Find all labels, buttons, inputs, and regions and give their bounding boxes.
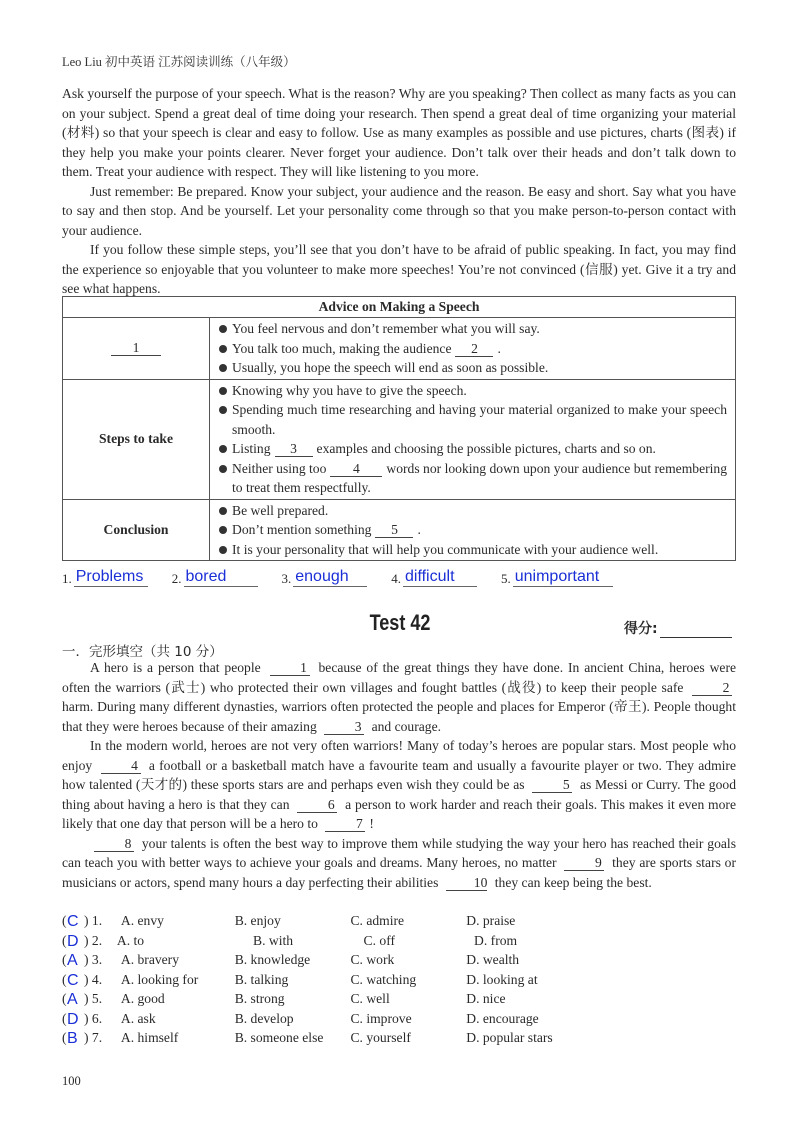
open-paren: ( bbox=[62, 991, 67, 1006]
answer-bracket bbox=[62, 970, 121, 990]
cloze-text: A hero is a person that people bbox=[90, 660, 266, 675]
open-paren: ( bbox=[62, 952, 67, 967]
question-row bbox=[62, 970, 582, 990]
score-field bbox=[624, 618, 732, 638]
item-text: Be well prepared. bbox=[232, 502, 329, 518]
question-options bbox=[62, 911, 582, 1048]
test-title: Test 42 bbox=[369, 610, 431, 635]
item-text: You feel nervous and don’t remember what you will say. bbox=[232, 321, 540, 336]
cloze-text: they are sports stars or musicians or actors, spend many hours a day perfecting their abilities bbox=[62, 855, 737, 890]
item-text: It is your personality that will help you communicate with your audience well. bbox=[232, 541, 659, 557]
item-text: examples and choosing the possible pictures, charts and so on. bbox=[316, 441, 656, 456]
cloze-text: In the modern world, heroes are not very often warriors! Many of today’s heroes are popular stars. Most people who enjoy bbox=[62, 738, 736, 773]
option-b: B. talking bbox=[234, 971, 289, 987]
answer-number: 2. bbox=[171, 571, 182, 586]
answer-bracket bbox=[62, 950, 121, 970]
answer-value: enough bbox=[293, 568, 367, 587]
blank-4: 4 bbox=[330, 462, 382, 477]
cloze-text: they can keep being the best. bbox=[491, 874, 652, 890]
item-text: Knowing why you have to give the speech. bbox=[232, 382, 467, 398]
cloze-text: and courage. bbox=[368, 718, 442, 734]
bullet-item bbox=[218, 319, 727, 339]
option-b: B. develop bbox=[234, 1010, 294, 1026]
open-paren: ( bbox=[62, 1010, 67, 1026]
score-label: 得分: bbox=[624, 621, 658, 637]
blank-3: 3 bbox=[275, 442, 313, 457]
option-d: D. popular stars bbox=[466, 1030, 553, 1045]
cloze-blank-9: 9 bbox=[564, 856, 604, 871]
question-row bbox=[62, 989, 582, 1009]
blank-2: 2 bbox=[455, 342, 493, 357]
item-text: Listing bbox=[232, 441, 271, 456]
answer-item bbox=[282, 568, 368, 587]
item-text: You talk too much, making the audience bbox=[232, 340, 452, 356]
bullet-item bbox=[218, 459, 727, 498]
cloze-blank-2: 2 bbox=[692, 681, 732, 696]
chosen-answer: C bbox=[67, 913, 79, 930]
option-b: B. someone else bbox=[234, 1030, 324, 1045]
open-paren: ( bbox=[62, 971, 67, 987]
bullet-item bbox=[218, 339, 727, 359]
answer-item bbox=[501, 568, 613, 587]
question-number: ) 7. bbox=[84, 1030, 103, 1045]
chosen-answer: C bbox=[67, 971, 79, 989]
option-a: A. looking for bbox=[120, 971, 199, 987]
bullet-item bbox=[218, 400, 727, 439]
option-a: A. to bbox=[116, 932, 145, 948]
passage-paragraph: Ask yourself the purpose of your speech. What is the reason? Why are you speaking? Then collect as many facts as you can on your subject. Spend a great deal of time doing your research. Then spend a great deal of time organizing your material (材料) so that your speech is clear and easy to follow. Use as many examples as possible and use pictures, charts (图表) if they help you make your points clearer. Never forget your audience. Don’t talk over their heads and don’t talk down to them. Treat your audience with respect. They will like listening to you more. bbox=[62, 86, 736, 179]
answer-value: unimportant bbox=[513, 568, 613, 587]
option-a: A. ask bbox=[120, 1010, 156, 1026]
option-d: D. from bbox=[474, 932, 518, 948]
option-c: C. yourself bbox=[350, 1030, 411, 1045]
cloze-text: harm. During many different dynasties, warriors often protected the people and places for Emperor (帝王). People thought that they were heroes because of their amazing bbox=[62, 699, 736, 734]
advice-table bbox=[62, 296, 736, 561]
reading-passage bbox=[62, 84, 736, 299]
option-c: C. watching bbox=[350, 971, 417, 987]
row-label: Steps to take bbox=[63, 379, 210, 499]
chosen-answer: B bbox=[67, 1030, 78, 1047]
cloze-blank-8: 8 bbox=[94, 837, 134, 852]
row-items bbox=[210, 379, 736, 499]
cloze-text: your talents is often the best way to improve them while studying the way your hero has reached their goals can teach you with better ways to achieve your goals and dreams. Many heroes, no matter bbox=[62, 835, 736, 870]
option-b: B. with bbox=[253, 932, 294, 948]
answer-bracket bbox=[62, 1009, 121, 1029]
option-a: A. good bbox=[120, 991, 165, 1006]
table-row bbox=[63, 379, 736, 499]
option-d: D. nice bbox=[466, 991, 506, 1006]
row-label bbox=[63, 318, 210, 380]
answer-value: Problems bbox=[74, 568, 148, 587]
option-c: C. work bbox=[350, 952, 395, 967]
cloze-text: as Messi or Curry. The good thing about having a hero is that they can bbox=[62, 777, 736, 812]
option-c: C. well bbox=[350, 991, 390, 1006]
page-header: Leo Liu 初中英语 江苏阅读训练（八年级） bbox=[62, 55, 296, 69]
bullet-item bbox=[218, 439, 727, 459]
option-c: C. off bbox=[363, 932, 395, 948]
question-number: ) 1. bbox=[84, 913, 103, 928]
option-c: C. admire bbox=[350, 913, 405, 928]
table-title: Advice on Making a Speech bbox=[63, 297, 736, 318]
open-paren: ( bbox=[62, 913, 67, 928]
cloze-blank-3: 3 bbox=[324, 720, 364, 735]
question-row bbox=[62, 1009, 582, 1029]
option-d: D. praise bbox=[466, 913, 516, 928]
open-paren: ( bbox=[62, 1030, 67, 1045]
answer-bracket bbox=[62, 1028, 121, 1048]
row-label: Conclusion bbox=[63, 499, 210, 561]
option-a: A. envy bbox=[120, 913, 164, 928]
chosen-answer: A bbox=[67, 952, 78, 969]
question-number: ) 5. bbox=[84, 991, 103, 1006]
cloze-blank-7: 7 bbox=[325, 817, 365, 832]
answer-bracket bbox=[62, 931, 117, 951]
answer-value: bored bbox=[184, 568, 258, 587]
chosen-answer: D bbox=[67, 1010, 79, 1028]
question-row bbox=[62, 931, 582, 951]
answer-number: 1. bbox=[62, 571, 72, 586]
question-number: ) 4. bbox=[84, 971, 103, 987]
section-title: 一．完形填空（共 10 分） bbox=[62, 644, 223, 660]
passage-paragraph: If you follow these simple steps, you’ll see that you don’t have to be afraid of public speaking. In fact, you may find the experience so enjoyable that you volunteer to make more speeches! You’re not convinced (信服) yet. Give it a try and see what happens. bbox=[62, 242, 736, 296]
cloze-paragraph bbox=[62, 736, 736, 834]
option-b: B. strong bbox=[234, 991, 285, 1006]
item-text: . bbox=[417, 522, 421, 537]
item-text: Neither using too bbox=[232, 460, 327, 476]
bullet-item bbox=[218, 501, 727, 521]
item-text: words nor looking down upon your audience but remembering to treat them respectfully. bbox=[232, 460, 727, 495]
cloze-passage bbox=[62, 658, 736, 892]
question-number: ) 2. bbox=[84, 932, 103, 948]
bullet-item bbox=[218, 381, 727, 401]
open-paren: ( bbox=[62, 932, 67, 948]
item-text: Spending much time researching and having your material organized to make your speech smooth. bbox=[232, 402, 727, 437]
chosen-answer: A bbox=[67, 991, 78, 1008]
answer-item bbox=[391, 568, 477, 587]
cloze-text: a person to work harder and reach their goals. This makes it even more likely that one day that person will be a hero to bbox=[62, 796, 736, 831]
answer-bracket bbox=[62, 911, 121, 931]
option-b: B. enjoy bbox=[234, 913, 281, 928]
option-c: C. improve bbox=[350, 1010, 412, 1026]
bullet-item bbox=[218, 520, 727, 540]
answer-bracket bbox=[62, 989, 121, 1009]
question-number: ) 6. bbox=[84, 1010, 103, 1026]
answer-item bbox=[172, 568, 258, 587]
page-number: 100 bbox=[62, 1074, 81, 1088]
option-d: D. encourage bbox=[466, 1010, 539, 1026]
row-items bbox=[210, 499, 736, 561]
chosen-answer: D bbox=[67, 932, 79, 950]
answer-item bbox=[62, 568, 148, 587]
option-a: A. himself bbox=[120, 1030, 179, 1045]
answer-number: 5. bbox=[501, 571, 511, 586]
cloze-paragraph bbox=[62, 834, 736, 893]
question-number: ) 3. bbox=[84, 952, 103, 967]
bullet-item bbox=[218, 540, 727, 560]
cloze-text: because of the great things they have done. In ancient China, heroes were often the warriors (武士) who protected their own villages and fought battles (战役) to keep their people safe bbox=[62, 660, 736, 695]
answer-number: 3. bbox=[281, 571, 292, 586]
table-row bbox=[63, 318, 736, 380]
question-row bbox=[62, 911, 582, 931]
question-row bbox=[62, 1028, 582, 1048]
cloze-text: a football or a basketball match have a favourite team and usually a favourite player or two. They admire how talented (天才的) these sports stars are and perhaps even wish they could be as bbox=[62, 757, 736, 792]
table-row bbox=[63, 499, 736, 561]
bullet-item bbox=[218, 358, 727, 378]
item-text: Usually, you hope the speech will end as soon as possible. bbox=[232, 360, 549, 375]
cloze-blank-10: 10 bbox=[446, 876, 488, 891]
cloze-blank-6: 6 bbox=[297, 798, 337, 813]
cloze-text: ! bbox=[369, 816, 374, 831]
option-a: A. bravery bbox=[120, 952, 180, 967]
passage-paragraph: Just remember: Be prepared. Know your subject, your audience and the reason. Be easy and short. Say what you have to say and then stop. And be yourself. Let your personality come through so that you make person-to-person contact with your audience. bbox=[62, 183, 736, 238]
handwritten-answers bbox=[62, 568, 736, 587]
option-d: D. looking at bbox=[466, 971, 538, 987]
answer-value: difficult bbox=[403, 568, 477, 587]
blank-5: 5 bbox=[375, 523, 413, 538]
cloze-blank-1: 1 bbox=[270, 661, 310, 676]
cloze-blank-4: 4 bbox=[101, 759, 141, 774]
question-row bbox=[62, 950, 582, 970]
cloze-paragraph bbox=[62, 658, 736, 736]
row-items bbox=[210, 318, 736, 380]
cloze-blank-5: 5 bbox=[532, 778, 572, 793]
item-text: Don’t mention something bbox=[232, 522, 372, 537]
option-b: B. knowledge bbox=[234, 952, 311, 967]
option-d: D. wealth bbox=[466, 952, 520, 967]
score-blank bbox=[660, 623, 732, 638]
item-text: . bbox=[497, 340, 501, 356]
blank-1: 1 bbox=[111, 341, 161, 356]
answer-number: 4. bbox=[391, 571, 401, 586]
